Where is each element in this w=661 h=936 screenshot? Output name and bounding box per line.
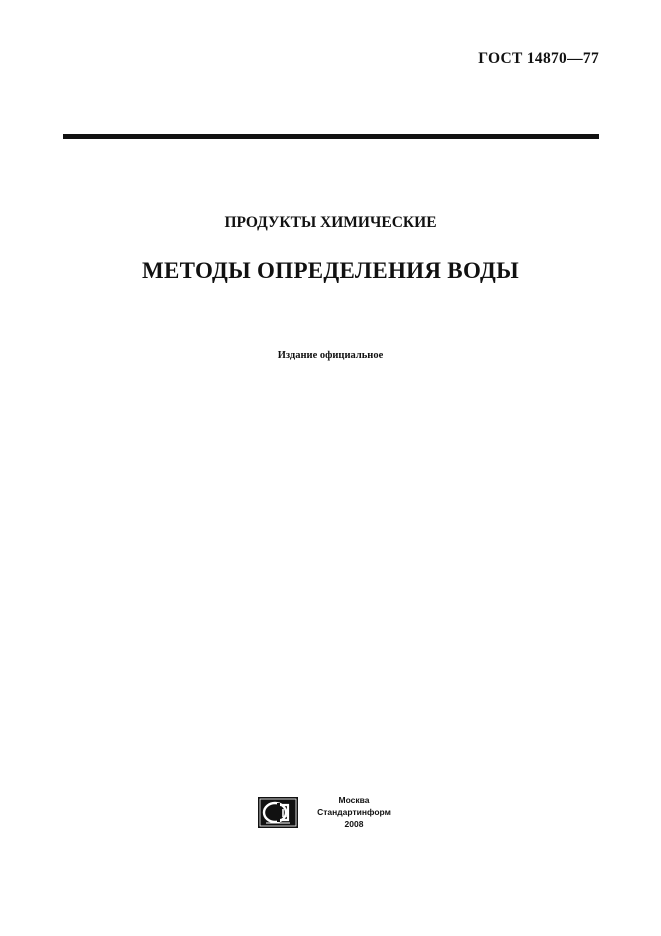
publisher-name: Стандартинформ bbox=[317, 807, 391, 817]
document-subtitle: ПРОДУКТЫ ХИМИЧЕСКИЕ bbox=[224, 214, 437, 231]
publisher-city: Москва bbox=[338, 795, 370, 805]
edition-note: Издание официальное bbox=[277, 350, 384, 361]
publisher-imprint bbox=[304, 794, 404, 830]
document-title: МЕТОДЫ ОПРЕДЕЛЕНИЯ ВОДЫ bbox=[141, 258, 520, 283]
standartinform-logo-icon bbox=[258, 797, 298, 828]
header-rule bbox=[63, 134, 599, 139]
document-number: ГОСТ 14870—77 bbox=[478, 50, 599, 67]
publisher-year: 2008 bbox=[344, 819, 364, 829]
